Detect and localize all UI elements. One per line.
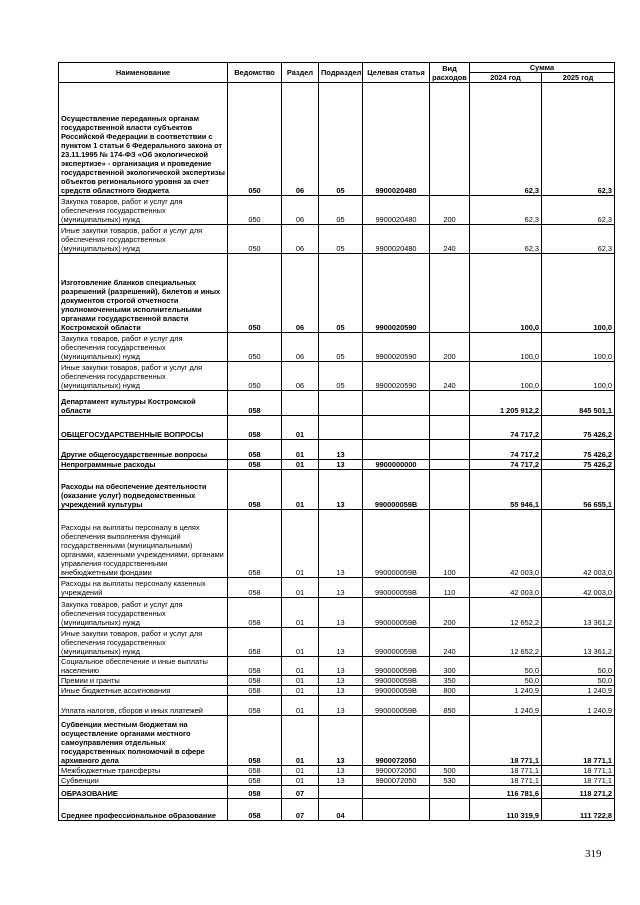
cell-name: Осуществление переданных органам государственной власти субъектов Российской Федерации в соответствии с пунктом 1 статьи 6 Федерального закона от 23.11.1995 № 174-ФЗ «Об экологической экспертизе» - организация и проведение государственной экологической экспертизы объектов регионального уровня за счет средств областного бюджета <box>59 83 228 196</box>
table-row <box>59 766 615 776</box>
table-row <box>59 196 615 225</box>
cell-target: 990000059В <box>363 696 430 716</box>
cell-y2: 75 426,2 <box>542 416 615 440</box>
cell-target: 990000059В <box>363 578 430 598</box>
cell-target <box>363 799 430 821</box>
table-row <box>59 696 615 716</box>
cell-type: 200 <box>430 196 470 225</box>
cell-sec: 01 <box>282 657 319 676</box>
cell-y1: 110 319,9 <box>470 799 542 821</box>
cell-name: Иные бюджетные ассигнования <box>59 686 228 696</box>
cell-name: Закупка товаров, работ и услуг для обеспечения государственных (муниципальных) нужд <box>59 196 228 225</box>
table-row <box>59 83 615 196</box>
cell-dept: 058 <box>228 391 282 416</box>
cell-target: 990000059В <box>363 628 430 657</box>
cell-sec: 01 <box>282 598 319 628</box>
cell-sub: 05 <box>319 196 363 225</box>
cell-sec: 01 <box>282 686 319 696</box>
cell-dept: 050 <box>228 254 282 333</box>
table-row <box>59 786 615 799</box>
cell-type <box>430 254 470 333</box>
table-row <box>59 686 615 696</box>
cell-dept: 058 <box>228 628 282 657</box>
table-row <box>59 470 615 510</box>
cell-sub: 05 <box>319 254 363 333</box>
cell-y2: 42 003,0 <box>542 510 615 578</box>
cell-y2: 18 771,1 <box>542 766 615 776</box>
cell-dept: 058 <box>228 657 282 676</box>
cell-name: Непрограммные расходы <box>59 460 228 470</box>
cell-name: Расходы на выплаты персоналу в целях обеспечения выполнения функций государственными (муниципальными) органами, казенными учреждениями, органами управления государственными внебюджетными фондами <box>59 510 228 578</box>
cell-y2: 845 501,1 <box>542 391 615 416</box>
cell-target: 9900072050 <box>363 716 430 766</box>
header-year-2025: 2025 год <box>542 73 615 83</box>
cell-name: Изготовление бланков специальных разрешений (разрешений), билетов и иных документов строгой отчетности уполномоченными исполнительными органами государственной власти Костромской области <box>59 254 228 333</box>
cell-name: Уплата налогов, сборов и иных платежей <box>59 696 228 716</box>
cell-sub: 13 <box>319 460 363 470</box>
table-row <box>59 776 615 786</box>
table-row <box>59 460 615 470</box>
cell-target: 990000059В <box>363 676 430 686</box>
header-subsection: Подраздел <box>319 63 363 83</box>
cell-y2: 100,0 <box>542 254 615 333</box>
cell-sec <box>282 391 319 416</box>
cell-sub <box>319 391 363 416</box>
cell-type: 350 <box>430 676 470 686</box>
cell-name: Среднее профессиональное образование <box>59 799 228 821</box>
cell-target: 990000059В <box>363 598 430 628</box>
cell-sub: 13 <box>319 776 363 786</box>
cell-dept: 058 <box>228 786 282 799</box>
cell-sec: 01 <box>282 578 319 598</box>
cell-sec: 01 <box>282 676 319 686</box>
cell-y1: 12 652,2 <box>470 598 542 628</box>
cell-name: Социальное обеспечение и иные выплаты населению <box>59 657 228 676</box>
cell-target: 990000059В <box>363 510 430 578</box>
cell-type <box>430 786 470 799</box>
page-number: 319 <box>585 848 602 860</box>
cell-y2: 75 426,2 <box>542 440 615 460</box>
cell-sec: 01 <box>282 440 319 460</box>
table-row <box>59 578 615 598</box>
cell-type: 530 <box>430 776 470 786</box>
cell-name: Департамент культуры Костромской области <box>59 391 228 416</box>
cell-dept: 058 <box>228 578 282 598</box>
cell-sec: 06 <box>282 225 319 254</box>
table-row <box>59 598 615 628</box>
cell-target: 9900020590 <box>363 362 430 391</box>
cell-name: Закупка товаров, работ и услуг для обеспечения государственных (муниципальных) нужд <box>59 333 228 362</box>
cell-target <box>363 440 430 460</box>
cell-target: 990000059В <box>363 470 430 510</box>
cell-target: 9900020480 <box>363 83 430 196</box>
cell-sec: 01 <box>282 776 319 786</box>
cell-dept: 058 <box>228 510 282 578</box>
cell-name: Закупка товаров, работ и услуг для обеспечения государственных (муниципальных) нужд <box>59 598 228 628</box>
cell-sub: 05 <box>319 333 363 362</box>
cell-type <box>430 391 470 416</box>
cell-target <box>363 786 430 799</box>
cell-sub: 13 <box>319 510 363 578</box>
cell-target <box>363 391 430 416</box>
cell-name: Расходы на выплаты персоналу казенных учреждений <box>59 578 228 598</box>
table-row <box>59 628 615 657</box>
cell-y1: 100,0 <box>470 333 542 362</box>
budget-table <box>58 62 615 821</box>
cell-sub: 04 <box>319 799 363 821</box>
cell-sec: 06 <box>282 333 319 362</box>
table-body <box>59 83 615 821</box>
cell-type: 500 <box>430 766 470 776</box>
cell-y1: 12 652,2 <box>470 628 542 657</box>
table-row <box>59 716 615 766</box>
cell-sec: 07 <box>282 799 319 821</box>
cell-sub <box>319 416 363 440</box>
cell-y2: 118 271,2 <box>542 786 615 799</box>
table-row <box>59 333 615 362</box>
cell-sub: 05 <box>319 225 363 254</box>
cell-sec: 01 <box>282 470 319 510</box>
header-target: Целевая статья <box>363 63 430 83</box>
cell-sec: 06 <box>282 83 319 196</box>
table-row <box>59 416 615 440</box>
table-row <box>59 362 615 391</box>
header-department: Ведомство <box>228 63 282 83</box>
cell-y2: 100,0 <box>542 333 615 362</box>
cell-type <box>430 460 470 470</box>
cell-y1: 62,3 <box>470 196 542 225</box>
cell-y2: 75 426,2 <box>542 460 615 470</box>
cell-type <box>430 416 470 440</box>
cell-type: 240 <box>430 628 470 657</box>
cell-type <box>430 716 470 766</box>
cell-sec: 01 <box>282 766 319 776</box>
cell-dept: 050 <box>228 225 282 254</box>
cell-sub <box>319 786 363 799</box>
cell-name: ОБЩЕГОСУДАРСТВЕННЫЕ ВОПРОСЫ <box>59 416 228 440</box>
cell-y1: 74 717,2 <box>470 460 542 470</box>
cell-target: 9900020590 <box>363 254 430 333</box>
cell-dept: 058 <box>228 460 282 470</box>
cell-y1: 50,0 <box>470 676 542 686</box>
cell-type <box>430 83 470 196</box>
cell-sec: 06 <box>282 196 319 225</box>
cell-dept: 058 <box>228 776 282 786</box>
cell-dept: 050 <box>228 362 282 391</box>
cell-dept: 050 <box>228 83 282 196</box>
cell-sub: 13 <box>319 766 363 776</box>
cell-type <box>430 440 470 460</box>
cell-sec: 01 <box>282 510 319 578</box>
table-row <box>59 225 615 254</box>
cell-y1: 42 003,0 <box>470 510 542 578</box>
cell-y2: 1 240,9 <box>542 686 615 696</box>
cell-sub: 13 <box>319 578 363 598</box>
cell-target: 9900000000 <box>363 460 430 470</box>
cell-y2: 1 240,9 <box>542 696 615 716</box>
cell-dept: 050 <box>228 196 282 225</box>
cell-sub: 13 <box>319 657 363 676</box>
cell-target: 9900020480 <box>363 225 430 254</box>
cell-y1: 42 003,0 <box>470 578 542 598</box>
cell-sub: 13 <box>319 470 363 510</box>
cell-sub: 13 <box>319 598 363 628</box>
cell-type <box>430 470 470 510</box>
cell-type: 240 <box>430 362 470 391</box>
cell-y1: 50,0 <box>470 657 542 676</box>
cell-dept: 058 <box>228 686 282 696</box>
cell-sub: 13 <box>319 716 363 766</box>
cell-dept: 058 <box>228 440 282 460</box>
cell-y1: 18 771,1 <box>470 766 542 776</box>
cell-y2: 18 771,1 <box>542 716 615 766</box>
cell-name: Иные закупки товаров, работ и услуг для обеспечения государственных (муниципальных) нужд <box>59 628 228 657</box>
cell-dept: 058 <box>228 416 282 440</box>
cell-dept: 058 <box>228 598 282 628</box>
cell-y1: 74 717,2 <box>470 440 542 460</box>
table-row <box>59 391 615 416</box>
cell-y1: 18 771,1 <box>470 716 542 766</box>
cell-y1: 18 771,1 <box>470 776 542 786</box>
cell-name: Иные закупки товаров, работ и услуг для обеспечения государственных (муниципальных) нужд <box>59 362 228 391</box>
cell-name: Премии и гранты <box>59 676 228 686</box>
table-row <box>59 254 615 333</box>
cell-dept: 058 <box>228 799 282 821</box>
cell-y1: 62,3 <box>470 83 542 196</box>
cell-y2: 50,0 <box>542 657 615 676</box>
cell-type: 110 <box>430 578 470 598</box>
header-expense-type: Вид расходов <box>430 63 470 83</box>
cell-target <box>363 416 430 440</box>
cell-name: Субвенции местным бюджетам на осуществление органами местного самоуправления отдельных государственных полномочий в сфере архивного дела <box>59 716 228 766</box>
cell-target: 990000059В <box>363 686 430 696</box>
cell-name: Расходы на обеспечение деятельности (оказание услуг) подведомственных учреждений культуры <box>59 470 228 510</box>
cell-y2: 13 361,2 <box>542 598 615 628</box>
table-row <box>59 676 615 686</box>
cell-name: Субвенции <box>59 776 228 786</box>
cell-dept: 058 <box>228 470 282 510</box>
cell-name: Межбюджетные трансферты <box>59 766 228 776</box>
cell-sub: 13 <box>319 628 363 657</box>
cell-sub: 13 <box>319 676 363 686</box>
cell-y1: 62,3 <box>470 225 542 254</box>
cell-dept: 058 <box>228 766 282 776</box>
cell-y2: 100,0 <box>542 362 615 391</box>
cell-target: 9900020480 <box>363 196 430 225</box>
cell-sec: 06 <box>282 362 319 391</box>
cell-type: 300 <box>430 657 470 676</box>
cell-y1: 55 946,1 <box>470 470 542 510</box>
cell-y1: 1 240,9 <box>470 686 542 696</box>
cell-dept: 058 <box>228 676 282 686</box>
cell-type: 200 <box>430 598 470 628</box>
cell-sec: 01 <box>282 628 319 657</box>
cell-type: 240 <box>430 225 470 254</box>
cell-type: 100 <box>430 510 470 578</box>
cell-sec: 06 <box>282 254 319 333</box>
cell-sub: 13 <box>319 696 363 716</box>
cell-type <box>430 799 470 821</box>
cell-name: Иные закупки товаров, работ и услуг для обеспечения государственных (муниципальных) нужд <box>59 225 228 254</box>
cell-y2: 62,3 <box>542 225 615 254</box>
header-sum: Сумма <box>470 63 615 73</box>
table-row <box>59 440 615 460</box>
cell-target: 990000059В <box>363 657 430 676</box>
cell-sec: 07 <box>282 786 319 799</box>
cell-name: Другие общегосударственные вопросы <box>59 440 228 460</box>
cell-y2: 62,3 <box>542 83 615 196</box>
cell-sub: 13 <box>319 440 363 460</box>
cell-y1: 1 205 912,2 <box>470 391 542 416</box>
cell-sec: 01 <box>282 716 319 766</box>
cell-sub: 05 <box>319 83 363 196</box>
header-name: Наименование <box>59 63 228 83</box>
header-year-2024: 2024 год <box>470 73 542 83</box>
cell-y1: 100,0 <box>470 254 542 333</box>
cell-target: 9900072050 <box>363 776 430 786</box>
cell-y1: 100,0 <box>470 362 542 391</box>
cell-type: 850 <box>430 696 470 716</box>
cell-target: 9900072050 <box>363 766 430 776</box>
cell-y2: 13 361,2 <box>542 628 615 657</box>
cell-y2: 42 003,0 <box>542 578 615 598</box>
cell-y2: 56 655,1 <box>542 470 615 510</box>
cell-y2: 50,0 <box>542 676 615 686</box>
cell-sec: 01 <box>282 460 319 470</box>
cell-y1: 116 781,6 <box>470 786 542 799</box>
cell-y1: 1 240,9 <box>470 696 542 716</box>
cell-sub: 05 <box>319 362 363 391</box>
cell-type: 200 <box>430 333 470 362</box>
cell-sec: 01 <box>282 416 319 440</box>
table-row <box>59 510 615 578</box>
cell-target: 9900020590 <box>363 333 430 362</box>
cell-y1: 74 717,2 <box>470 416 542 440</box>
cell-y2: 62,3 <box>542 196 615 225</box>
cell-dept: 058 <box>228 716 282 766</box>
cell-y2: 111 722,8 <box>542 799 615 821</box>
cell-dept: 050 <box>228 333 282 362</box>
cell-dept: 058 <box>228 696 282 716</box>
cell-type: 800 <box>430 686 470 696</box>
table-row <box>59 799 615 821</box>
table-row <box>59 657 615 676</box>
cell-sub: 13 <box>319 686 363 696</box>
cell-name: ОБРАЗОВАНИЕ <box>59 786 228 799</box>
cell-y2: 18 771,1 <box>542 776 615 786</box>
header-section: Раздел <box>282 63 319 83</box>
cell-sec: 01 <box>282 696 319 716</box>
